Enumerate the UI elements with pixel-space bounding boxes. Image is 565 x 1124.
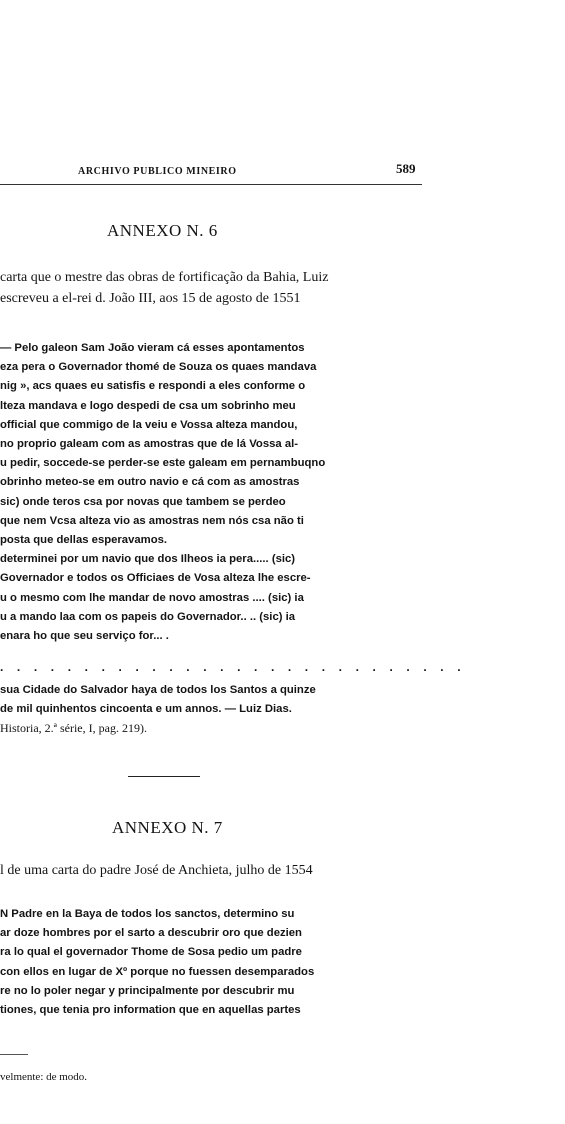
letter-line: que nem Vcsa alteza vio as amostras nem nós csa não ti <box>0 514 304 527</box>
section-separator <box>128 776 200 777</box>
letter-line: lteza mandava e logo despedi de csa um sobrinho meu <box>0 399 296 412</box>
annex-6-heading: ANNEXO N. 6 <box>107 221 218 240</box>
page-number: 589 <box>396 161 416 176</box>
letter-line: u a mando laa com os papeis do Governador.. .. (sic) ia <box>0 610 296 623</box>
running-header-title: ARCHIVO PUBLICO MINEIRO <box>78 166 237 177</box>
letter-line: ar doze hombres por el sarto a descubrir oro que dezien <box>0 927 302 940</box>
letter-line: tiones, que tenia pro information que en aquellas partes <box>0 1004 301 1017</box>
closing-line: sua Cidade do Salvador haya de todos los Santos a quinze <box>0 684 316 696</box>
intro-line: l de uma carta do padre José de Anchieta, julho de 1554 <box>0 863 313 878</box>
letter-line: enara ho que seu serviço for... . <box>0 630 169 643</box>
footnote: velmente: de modo. <box>0 1071 88 1083</box>
annex-7-intro <box>0 860 425 881</box>
letter-line: u o mesmo com lhe mandar de novo amostras .... (sic) ia <box>0 591 304 604</box>
letter-line: N Padre en la Baya de todos los sanctos, determino su <box>0 908 295 920</box>
letter-line: — Pelo galeon Sam João vieram cá esses apontamentos <box>0 342 305 354</box>
footnote-rule <box>0 1054 28 1055</box>
letter-line: official que commigo de la veiu e Vossa alteza mandou, <box>0 418 298 431</box>
closing-line: de mil quinhentos cincoenta e um annos. — Luiz Dias. <box>0 703 292 716</box>
annex-6-closing <box>0 681 425 739</box>
letter-line: eza pera o Governador thomé de Souza os quaes mandava <box>0 361 317 374</box>
letter-line: obrinho meteo-se em outro navio e cá com as amostras <box>0 476 300 489</box>
intro-line: escreveu a el-rei d. João III, aos 15 de agosto de 1551 <box>0 291 301 306</box>
letter-line: ra lo qual el governador Thome de Sosa pedio um padre <box>0 946 302 959</box>
letter-line: u pedir, soccede-se perder-se este galeam em pernambuqno <box>0 457 326 470</box>
header-rule <box>0 184 422 185</box>
closing-line: Historia, 2.ª série, I, pag. 219). <box>0 721 147 736</box>
intro-line: carta que o mestre das obras de fortificação da Bahia, Luiz <box>0 270 329 285</box>
letter-line: posta que dellas esperavamos. <box>0 534 168 547</box>
letter-line: Governador e todos os Officiaes de Vosa alteza lhe escre- <box>0 572 311 585</box>
letter-line: no proprio galeam com as amostras que de lá Vossa al- <box>0 438 298 451</box>
letter-line: re no lo poler negar y principalmente por descubrir mu <box>0 984 295 997</box>
letter-line: con ellos en lugar de Xº porque no fuessen desemparados <box>0 965 315 978</box>
letter-line: determinei por um navio que dos Ilheos ia pera..... (sic) <box>0 553 296 566</box>
annex-7-letter-body <box>0 905 425 1020</box>
annex-6-letter-body <box>0 339 425 646</box>
letter-line: sic) onde teros csa por novas que tambem se perdeo <box>0 495 286 508</box>
letter-line: nig », acs quaes eu satisfis e respondi a eles conforme o <box>0 380 306 393</box>
annex-7-heading: ANNEXO N. 7 <box>112 818 223 837</box>
ellipsis-dots-row: ............................ <box>0 660 475 674</box>
annex-6-intro <box>0 267 425 309</box>
